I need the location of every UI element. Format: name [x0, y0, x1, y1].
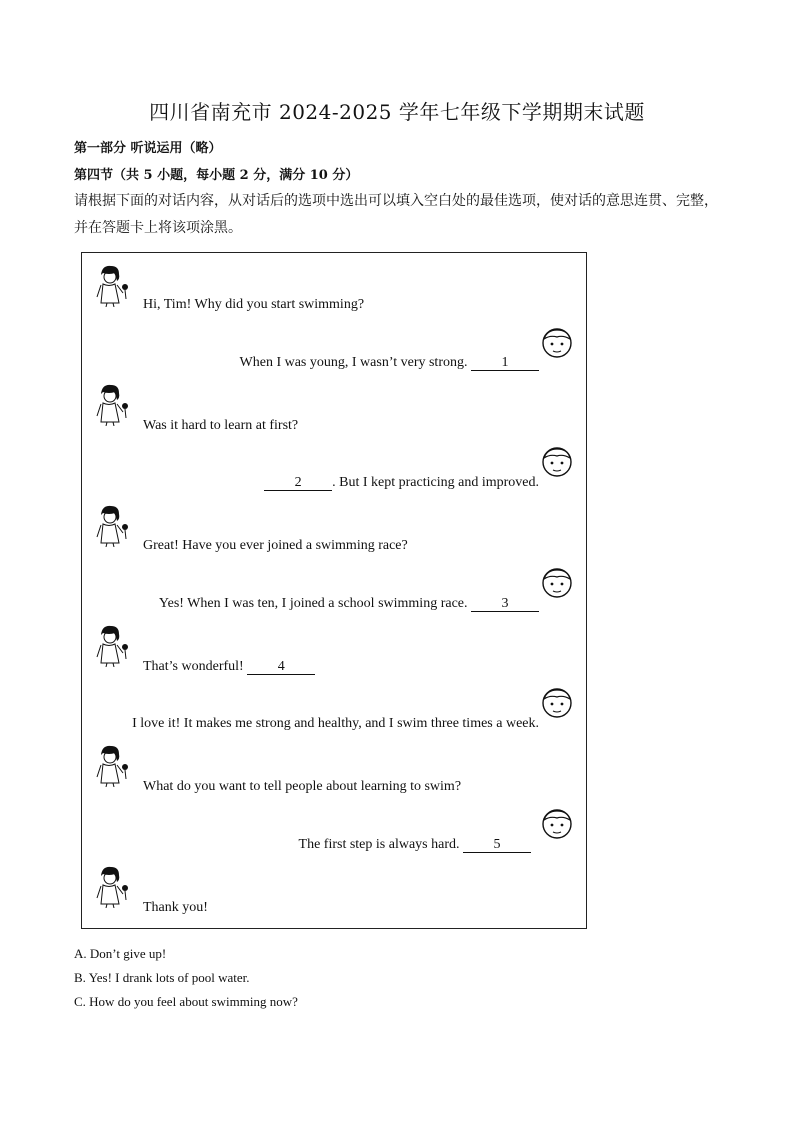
option-a: A. Don’t give up! — [74, 946, 167, 961]
page-title: 四川省南充市 2024-2025 学年七年级下学期期末试题 — [149, 100, 645, 124]
girl-speaker-icon — [93, 263, 133, 307]
girl-speaker-icon — [93, 382, 133, 426]
dialogue-line-with-blank — [299, 837, 531, 853]
dialogue-line-with-blank — [159, 596, 539, 612]
dialogue-line: Was it hard to learn at first? — [143, 418, 299, 433]
option-b: B. Yes! I drank lots of pool water. — [74, 970, 250, 985]
girl-speaker-icon — [93, 743, 133, 787]
girl-speaker-icon — [93, 503, 133, 547]
text-before-blank: Yes! When I was ten, I joined a school swimming race. — [158, 596, 471, 611]
text-before-blank: That’s wonderful! — [143, 659, 248, 674]
blank-5: 5 — [463, 837, 531, 853]
girl-speaker-icon — [93, 864, 133, 908]
dialogue-line-with-blank — [240, 355, 539, 371]
blank-3: 3 — [471, 596, 539, 612]
boy-speaker-icon — [539, 446, 575, 478]
part-heading: 第一部分 听说运用（略） — [74, 141, 222, 156]
girl-speaker-icon — [93, 623, 133, 667]
boy-speaker-icon — [539, 327, 575, 359]
dialogue-line-with-blank — [143, 659, 315, 675]
blank-4: 4 — [247, 659, 315, 675]
dialogue-line: I love it! It makes me strong and healthy, and I swim three times a week. — [132, 716, 539, 731]
text-before-blank: When I was young, I wasn’t very strong. — [239, 355, 471, 370]
dialogue-line: Great! Have you ever joined a swimming race? — [143, 538, 408, 553]
dialogue-line: Hi, Tim! Why did you start swimming? — [143, 297, 365, 312]
instructions: 请根据下面的对话内容，从对话后的选项中选出可以填入空白处的最佳选项，使对话的意思连贯、完整，并在答题卡上将该项涂黑。 — [74, 193, 718, 236]
text-before-blank: The first step is always hard. — [298, 837, 463, 852]
option-c: C. How do you feel about swimming now? — [74, 994, 298, 1009]
boy-speaker-icon — [539, 567, 575, 599]
dialogue-line-with-blank — [264, 475, 539, 491]
text-after-blank: . But I kept practicing and improved. — [332, 475, 539, 490]
dialogue-box — [81, 252, 587, 929]
section-heading: 第四节（共 5 小题，每小题 2 分，满分 10 分） — [74, 168, 359, 183]
blank-1: 1 — [471, 355, 539, 371]
blank-2: 2 — [264, 475, 332, 491]
boy-speaker-icon — [539, 687, 575, 719]
boy-speaker-icon — [539, 808, 575, 840]
dialogue-line: What do you want to tell people about learning to swim? — [143, 779, 462, 794]
dialogue-line: Thank you! — [143, 900, 208, 915]
